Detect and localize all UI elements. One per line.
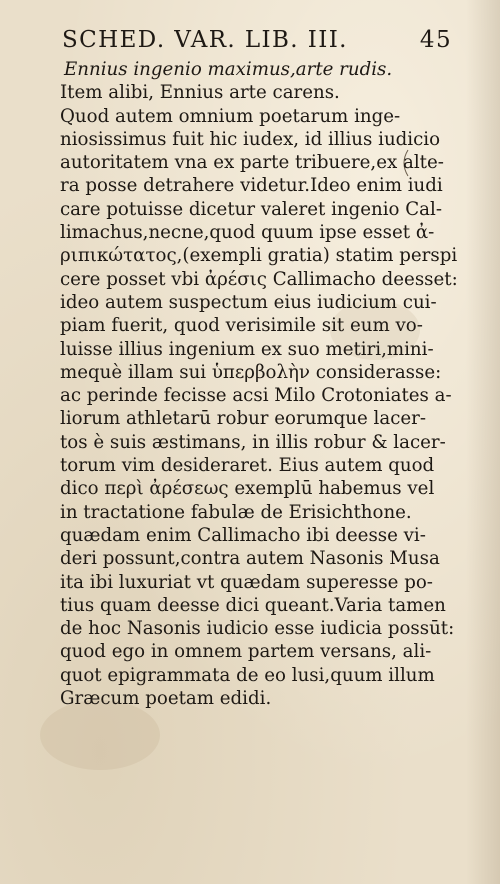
text-line-22: deri possunt,contra autem Nasonis Musa: [60, 548, 440, 570]
text-line-25: de hoc Nasonis iudicio esse iudicia possūt:: [60, 618, 455, 640]
text-line-19: dico περὶ ἀρέσεως exemplū habemus vel: [60, 478, 435, 500]
text-line-21: quædam enim Callimacho ibi deesse vi-: [60, 524, 426, 546]
text-line-20: in tractatione fabulæ de Erisichthone.: [60, 501, 412, 523]
running-title: SCHED. VAR. LIB. III.: [62, 27, 348, 53]
text-line-12: piam fuerit, quod verisimile sit eum vo-: [60, 315, 423, 337]
body-text: [60, 58, 458, 710]
running-header: [62, 22, 462, 58]
text-line-6: ra posse detrahere videtur.Ideo enim iudi: [60, 175, 443, 197]
text-line-4: niosissimus fuit hic iudex, id illius iudicio: [60, 128, 441, 150]
text-line-3: Quod autem omnium poetarum inge-: [60, 105, 401, 127]
text-line-27: quot epigrammata de eo lusi,quum illum: [60, 664, 435, 686]
text-line-23: ita ibi luxuriat vt quædam superesse po-: [60, 571, 433, 593]
text-line-16: liorum athletarū robur eorumque lacer-: [60, 408, 426, 430]
text-line-7: care potuisse dicetur valeret ingenio Cal-: [60, 198, 442, 220]
text-line-8: limachus,necne,quod quum ipse esset ἀ-: [60, 222, 435, 244]
text-line-15: ac perinde fecisse acsi Milo Crotoniates a-: [60, 385, 452, 407]
paper-stain: [40, 700, 160, 770]
text-line-28: Græcum poetam edidi.: [60, 688, 272, 710]
text-line-17: tos è suis æstimans, in illis robur & lacer-: [60, 431, 446, 453]
text-line-10: cere posset vbi ἀρέσις Callimacho deesset:: [60, 268, 458, 290]
text-line-1: Ennius ingenio maximus,arte rudis.: [64, 59, 393, 80]
text-line-14: mequè illam sui ὑπερβολὴν considerasse:: [60, 361, 442, 383]
text-line-24: tius quam deesse dici queant.Varia tamen: [60, 594, 446, 616]
text-line-26: quod ego in omnem partem versans, ali-: [60, 641, 432, 663]
page-number: 45: [419, 27, 452, 53]
text-line-5: autoritatem vna ex parte tribuere,ex alte-: [60, 152, 444, 174]
text-line-9: ριπικώτατος,(exempli gratia) statim perspi: [60, 245, 458, 267]
text-line-2: Item alibi, Ennius arte carens.: [60, 82, 340, 104]
page-edge-shadow: [466, 0, 500, 884]
text-line-11: ideo autem suspectum eius iudicium cui-: [60, 291, 437, 313]
text-line-18: torum vim desideraret. Eius autem quod: [60, 455, 435, 477]
text-line-13: luisse illius ingenium ex suo metiri,mini-: [60, 338, 434, 360]
